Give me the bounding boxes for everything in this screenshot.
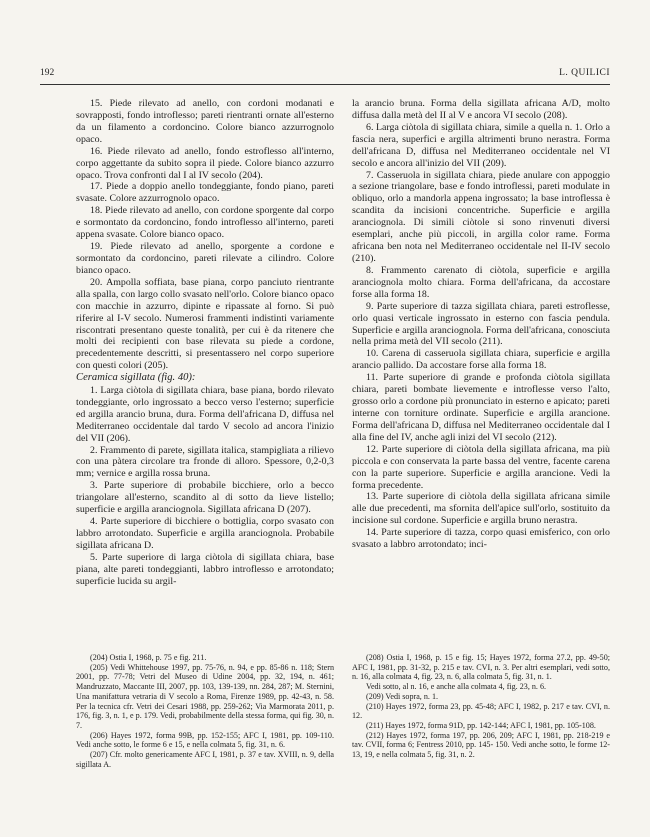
paragraph: 17. Piede a doppio anello tondeggiante, fondo piano, pareti svasate. Colore azzurrognolo opaco. xyxy=(76,181,334,205)
footnote: (206) Hayes 1972, forma 99B, pp. 152-155; AFC I, 1981, pp. 109-110. Vedi anche sotto, le forme 6 e 15, e nella colmata 5, fig. 31, n. 6. xyxy=(76,730,334,750)
paragraph: 15. Piede rilevato ad anello, con cordoni modanati e sovrapposti, fondo introflesso; pareti rientranti ornate all'esterno da un filamento a cordoncino. Colore bianco azzurrognolo opaco. xyxy=(76,98,334,145)
paragraph: 2. Frammento di parete, sigillata italica, stampigliata a rilievo con una pàtera circolare tra fronde di alloro. Spessore, 0,2-0,3 mm; vernice e argilla rossa bruna. xyxy=(76,444,334,480)
paragraph: 18. Piede rilevato ad anello, con cordone sporgente dal corpo e sormontato da cordoncino, fondo introflesso all'interno, pareti appena svasate. Colore bianco opaco. xyxy=(76,205,334,241)
footnotes-left xyxy=(76,653,334,769)
footnote: (204) Ostia I, 1968, p. 75 e fig. 211. xyxy=(90,653,207,662)
header-rule xyxy=(40,84,610,85)
paragraph: 19. Piede rilevato ad anello, sporgente a cordone e sormontato da cordoncino, pareti rilevate a cilindro. Colore bianco opaco. xyxy=(76,241,334,276)
left-column xyxy=(76,98,334,588)
footnote: (208) Ostia I, 1968, p. 15 e fig. 15; Hayes 1972, forma 27.2, pp. 49-50; AFC I, 1981, pp. 31-32, p. 215 e tav. CVI, n. 3. Per altri esemplari, vedi sotto, n. 16, alla colmata 4, fig. 23, n. 6, alla colmata 5, fig. 31, n. 1. xyxy=(352,653,610,682)
paragraph: 1. Larga ciòtola di sigillata chiara, base piana, bordo rilevato tondeggiante, orlo ingrossato a becco verso l'esterno; superficie ed argilla arancio bruna, dura. Forma dell'africana D, diffusa nel Mediterraneo occidentale dal tardo V secolo ad ancora l'inizio del VII (206). xyxy=(76,384,334,444)
right-column xyxy=(352,98,610,551)
paragraph: 16. Piede rilevato ad anello, fondo estroflesso all'interno, corpo aggettante da subito sopra il piede. Colore bianco azzurro opaco. Trova confronti dal I al IV secolo (204). xyxy=(76,145,334,181)
footnote: (205) Vedi Whittehouse 1997, pp. 75-76, n. 94, e pp. 85-86 n. 118; Stern 2001, pp. 77-78; Vetri del Museo di Udine 2004, pp. 32, 194, n. 461; Mandruzzato, Maccante III, 2007, pp. 103, 139-139, nn. 284, 287; M. Sternini, Una manifattura vetraria di V secolo a Roma, Firenze 1989, pp. 42-43, n. 58. Per la tecnica cfr. Vetri dei Cesari 1988, pp. 259-262; Via Marmorata 2011, p. 176, fig. 3, n. 1, e p. 179. Vedi, probabilmente della stessa forma, qui fig. 30, n. 7. xyxy=(76,662,334,730)
page-header xyxy=(40,68,610,82)
paragraph: 10. Carena di casseruola sigillata chiara, superficie e argilla arancio pallido. Da accostare forse alla forma 18. xyxy=(352,348,610,372)
page-number: 192 xyxy=(40,68,55,78)
paragraph: 11. Parte superiore di grande e profonda ciòtola sigillata chiara, pareti bombate lievemente e introflesse verso l'alto, grosso orlo a cordone più pronunciato in esterno e apicato; pareti interne con torniture ordinate. Superficie e argilla arancione. Forma dell'africana D, diffusa nel Mediterraneo occidentale dal I alla fine del IV, anche agli inizi del VI secolo (212). xyxy=(352,372,610,443)
section-heading: Ceramica sigillata (fig. 40): xyxy=(76,372,196,384)
footnote: Vedi sotto, al n. 16, e anche alla colmata 4, fig. 23, n. 6. xyxy=(366,682,547,692)
paragraph: 9. Parte superiore di tazza sigillata chiara, pareti estroflesse, orlo quasi verticale ingrossato in esterno con fascia pendula. Superficie e argilla aranciognola. Forma dell'africana, conosciuta nella prima metà del VII secolo (211). xyxy=(352,300,610,348)
paragraph: 14. Parte superiore di tazza, corpo quasi emisferico, con orlo svasato a labbro arrotondato; inci- xyxy=(352,527,610,551)
paragraph: 4. Parte superiore di bicchiere o bottiglia, corpo svasato con labbro arrotondato. Superficie e argilla aranciognola. Probabile sigillata africana D. xyxy=(76,516,334,551)
footnote: (210) Hayes 1972, forma 23, pp. 45-48; AFC I, 1982, p. 217 e tav. CVI, n. 12. xyxy=(352,701,610,721)
footnote: (211) Hayes 1972, forma 91D, pp. 142-144; AFC I, 1981, pp. 105-108. xyxy=(366,720,596,730)
paragraph: 20. Ampolla soffiata, base piana, corpo panciuto rientrante alla spalla, con largo collo svasato nell'orlo. Colore bianco opaco con macchie in azzurro, dipinte e ripassate al forno. Si può riferire al I-V secolo. Numerosi frammenti indistinti variamente riscontrati presentano queste tonalità, per cui è da ritenere che molti dei recipienti con base rilevata su piede a cordone, precedentemente descritti, si presentassero nel corpo superiore con questi colori (205). xyxy=(76,276,334,372)
paragraph: 3. Parte superiore di probabile bicchiere, orlo a becco triangolare all'esterno, scandito al di sotto da lieve listello; superficie e argilla aranciognola. Sigillata africana D (207). xyxy=(76,480,334,516)
paragraph: 12. Parte superiore di ciòtola della sigillata africana, ma più piccola e con conservata la parte bassa del ventre, facente carena con la parte superiore. Superficie e argilla arancione. Vedi la forma precedente. xyxy=(352,443,610,491)
paragraph: 13. Parte superiore di ciòtola della sigillata africana simile alle due precedenti, ma sfornita dell'apice sull'orlo, sostituito da incisione sul cordone. Superficie e argilla bruno nerastra. xyxy=(352,491,610,527)
paragraph: 6. Larga ciòtola di sigillata chiara, simile a quella n. 1. Orlo a fascia nera, superfici e argilla altrimenti bruno nerastra. Forma dell'africana D, diffusa nel Mediterraneo occidentale nel VI secolo e ancora all'inizio del VII (209). xyxy=(352,121,610,169)
footnote: (212) Hayes 1972, forma 197, pp. 206, 209; AFC I, 1981, pp. 218-219 e tav. CVII, forma 6; Fentress 2010, pp. 145- 150. Vedi anche sotto, le forme 12-13, 19, e nella colmata 5, fig. 31, n. 2. xyxy=(352,730,610,760)
paragraph: la arancio bruna. Forma della sigillata africana A/D, molto diffusa dalla metà del II al V e ancora VI secolo (208). xyxy=(352,98,610,121)
footnotes-right xyxy=(352,653,610,760)
footnote: (207) Cfr. molto genericamente AFC I, 1981, p. 37 e tav. XVIII, n. 9, della sigillata A. xyxy=(76,750,334,769)
running-head: L. QUILICI xyxy=(559,68,610,78)
paragraph: 8. Frammento carenato di ciòtola, superficie e argilla aranciognola molto chiara. Forma dell'africana, da accostare forse alla forma 18. xyxy=(352,264,610,300)
footnote: (209) Vedi sopra, n. 1. xyxy=(366,691,439,701)
paragraph: 5. Parte superiore di larga ciòtola di sigillata chiara, base piana, alte pareti tondeggianti, labbro introflesso e arrotondato; superficie lucida su argil- xyxy=(76,551,334,587)
paragraph: 7. Casseruola in sigillata chiara, piede anulare con appoggio a sezione triangolare, base e fondo introflessi, pareti modulate in obliquo, orlo a mandorla appena ingrossato; la base introflessa è scandita da incisioni concentriche. Superficie e argilla aranciognola. Di simili ciòtole si sono rinvenuti diversi esemplari, anche più piccoli, in argilla color rame. Forma africana ben nota nel Mediterraneo occidentale nel II-IV secolo (210). xyxy=(352,169,610,264)
